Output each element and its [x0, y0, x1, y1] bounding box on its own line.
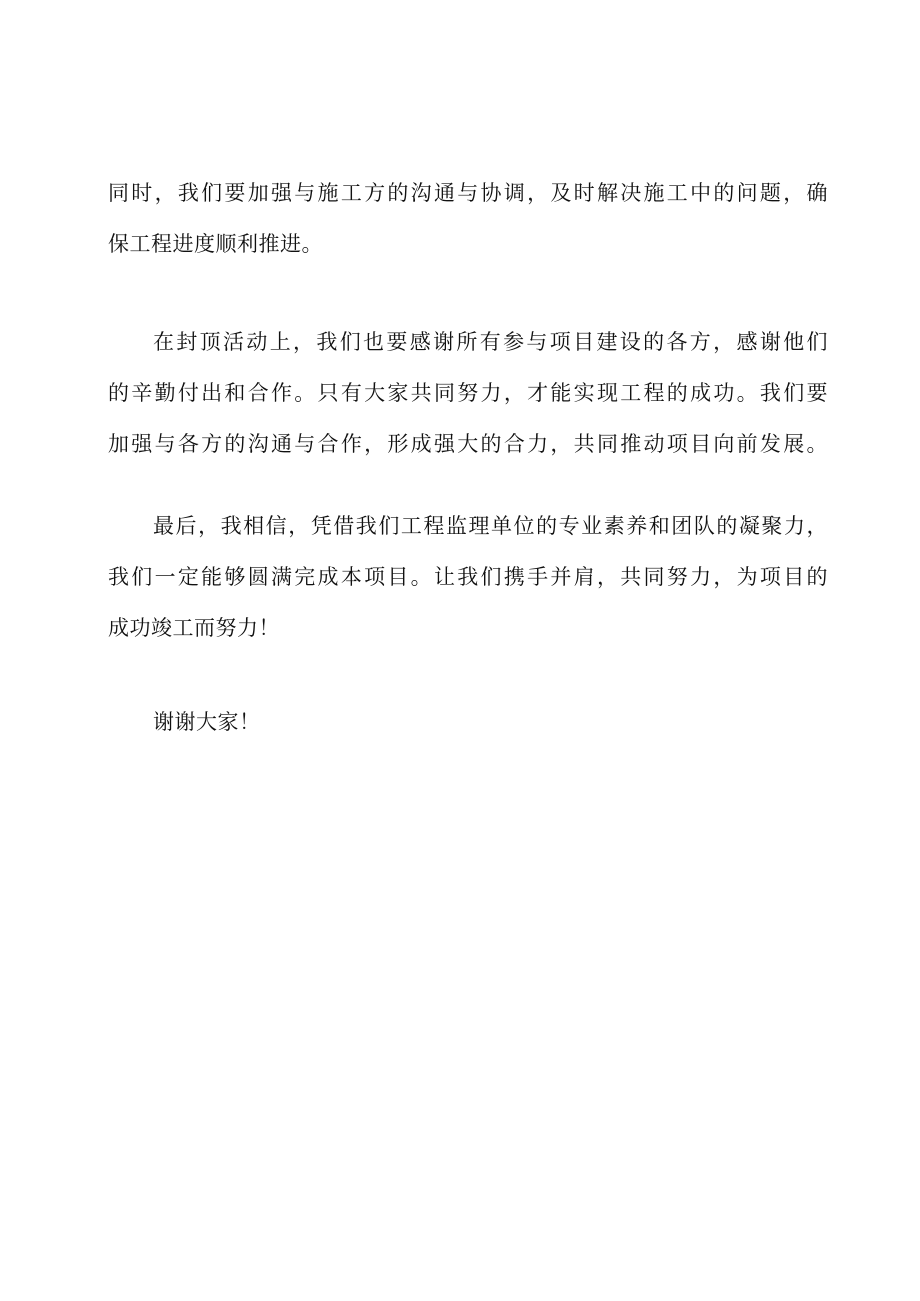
- paragraph-line: 最后，我相信，凭借我们工程监理单位的专业素养和团队的凝聚力，: [153, 514, 828, 538]
- paragraph-thank-you: [108, 697, 828, 748]
- paragraph-line: 保工程进度顺利推进。: [108, 232, 323, 256]
- paragraph-thanks-participants: [108, 317, 828, 470]
- paragraph-closing-confidence: [108, 501, 828, 654]
- paragraph-line: 的辛勤付出和合作。只有大家共同努力，才能实现工程的成功。我们要: [108, 381, 828, 405]
- paragraph-line: 成功竣工而努力！: [108, 616, 280, 640]
- paragraph-line: 同时，我们要加强与施工方的沟通与协调，及时解决施工中的问题，确: [108, 181, 828, 205]
- paragraph-line: 我们一定能够圆满完成本项目。让我们携手并肩，共同努力，为项目的: [108, 565, 828, 589]
- paragraph-line: 加强与各方的沟通与合作，形成强大的合力，共同推动项目向前发展。: [108, 432, 828, 456]
- paragraph-line: 在封顶活动上，我们也要感谢所有参与项目建设的各方，感谢他们: [153, 330, 828, 354]
- paragraph-line: 谢谢大家！: [153, 710, 261, 734]
- paragraph-construction-coordination: [108, 168, 828, 270]
